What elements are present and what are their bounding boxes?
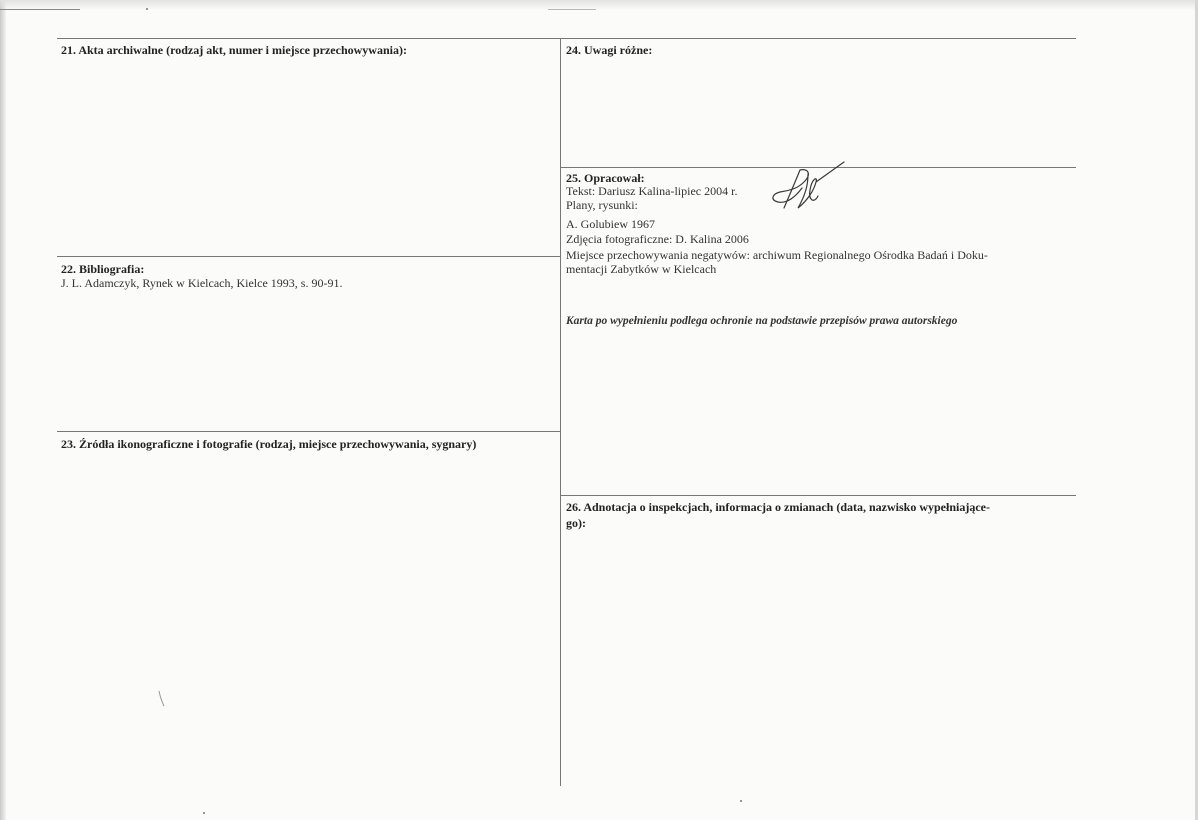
field-22-top-border [57, 256, 560, 257]
scan-mark [0, 9, 80, 10]
pen-mark-icon [158, 690, 166, 708]
author-text-line: Tekst: Dariusz Kalina-lipiec 2004 r. [566, 184, 738, 198]
bibliography-entry: J. L. Adamczyk, Rynek w Kielcach, Kielce 1993, s. 90-91. [61, 276, 343, 290]
scan-speck [203, 812, 205, 814]
author-plans-name: A. Golubiew 1967 [566, 217, 655, 231]
scan-speck [740, 800, 742, 802]
author-photos-line: Zdjęcia fotograficzne: D. Kalina 2006 [566, 232, 749, 246]
field-24-label: 24. Uwagi różne: [566, 43, 653, 57]
field-25-label: 25. Opracował: [566, 171, 645, 185]
field-26-label-line-2: go): [566, 516, 586, 530]
field-22-label: 22. Bibliografia: [61, 262, 145, 276]
field-26-label-line-1: 26. Adnotacja o inspekcjach, informacja o zmianach (data, nazwisko wypełniające- [566, 500, 990, 514]
signature-icon [768, 160, 848, 216]
field-23-top-border [57, 431, 560, 432]
scan-speck [146, 8, 148, 10]
copyright-note: Karta po wypełnieniu podlega ochronie na podstawie przepisów prawa autorskiego [566, 315, 958, 327]
form-top-border [57, 38, 1076, 39]
field-26-top-border [561, 495, 1076, 496]
scan-edge-left [0, 0, 6, 820]
form-center-divider [560, 38, 561, 786]
author-plans-line: Plany, rysunki: [566, 198, 638, 212]
field-21-label: 21. Akta archiwalne (rodzaj akt, numer i miejsce przechowywania): [61, 43, 407, 57]
negatives-storage-line-2: mentacji Zabytków w Kielcach [566, 262, 717, 276]
field-23-label: 23. Źródła ikonograficzne i fotografie (rodzaj, miejsce przechowywania, sygnary) [61, 437, 477, 451]
scan-mark [548, 9, 596, 10]
scan-edge-top [0, 0, 1198, 10]
negatives-storage-line-1: Miejsce przechowywania negatywów: archiwum Regionalnego Ośrodka Badań i Doku- [566, 248, 988, 262]
